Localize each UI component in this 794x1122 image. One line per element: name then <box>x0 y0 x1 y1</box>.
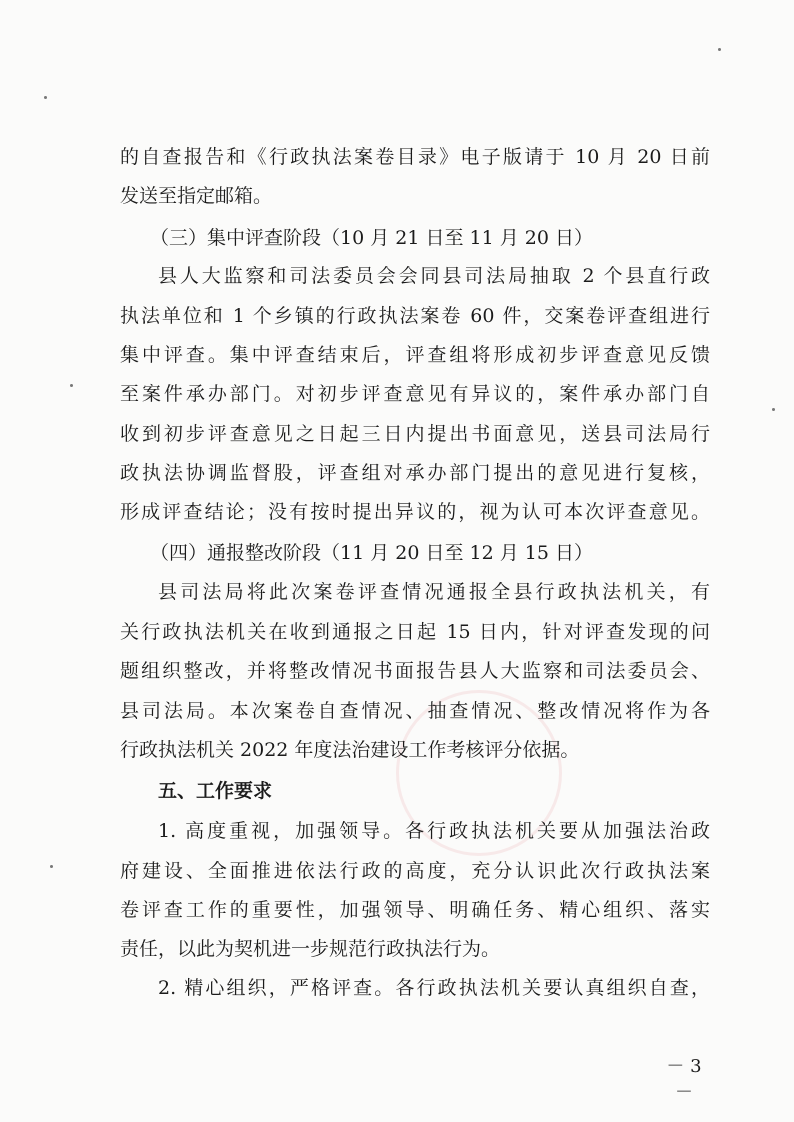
body-line-8: 收到初步评查意见之日起三日内提出书面意见，送县司法局行 <box>120 423 710 445</box>
body-line-5: 执法单位和 1 个乡镇的行政执法案卷 60 件，交案卷评查组进行 <box>120 305 710 327</box>
body-line-4: 县人大监察和司法委员会会同县司法局抽取 2 个县直行政 <box>158 265 710 287</box>
body-line-14: 题组织整改，并将整改情况书面报告县人大监察和司法委员会、 <box>120 660 710 682</box>
section-heading-5: 五、工作要求 <box>158 780 273 802</box>
body-line-16: 行政执法机关 2022 年度法治建设工作考核评分依据。 <box>120 739 580 761</box>
body-line-6: 集中评查。集中评查结束后，评查组将形成初步评查意见反馈 <box>120 344 710 366</box>
section-heading-4: （四）通报整改阶段（11 月 20 日至 12 月 15 日） <box>150 542 593 564</box>
body-line-19: 府建设、全面推进依法行政的高度，充分认识此次行政执法案 <box>120 860 710 882</box>
body-line-2: 发送至指定邮箱。 <box>120 185 273 207</box>
scan-speck <box>718 48 721 51</box>
page-number: － 3 － <box>666 1056 702 1103</box>
scan-speck <box>50 865 53 868</box>
body-line-20: 卷评查工作的重要性，加强领导、明确任务、精心组织、落实 <box>120 899 710 921</box>
body-line-22: 2. 精心组织，严格评查。各行政执法机关要认真组织自查， <box>158 977 710 999</box>
body-line-9: 政执法协调监督股，评查组对承办部门提出的意见进行复核， <box>120 462 710 484</box>
body-line-10: 形成评查结论；没有按时提出异议的，视为认可本次评查意见。 <box>120 501 710 523</box>
body-line-15: 县司法局。本次案卷自查情况、抽查情况、整改情况将作为各 <box>120 700 710 722</box>
body-line-18: 1. 高度重视，加强领导。各行政执法机关要从加强法治政 <box>158 820 710 842</box>
body-line-21: 责任，以此为契机进一步规范行政执法行为。 <box>120 938 501 960</box>
scan-speck <box>772 408 775 411</box>
scan-speck <box>70 384 73 387</box>
body-line-1: 的自查报告和《行政执法案卷目录》电子版请于 10 月 20 日前 <box>120 146 710 168</box>
scan-speck <box>44 96 47 99</box>
body-line-12: 县司法局将此次案卷评查情况通报全县行政执法机关，有 <box>158 581 710 603</box>
body-line-13: 关行政执法机关在收到通报之日起 15 日内，针对评查发现的问 <box>120 621 710 643</box>
section-heading-3: （三）集中评查阶段（10 月 21 日至 11 月 20 日） <box>150 227 593 249</box>
body-line-7: 至案件承办部门。对初步评查意见有异议的，案件承办部门自 <box>120 383 710 405</box>
